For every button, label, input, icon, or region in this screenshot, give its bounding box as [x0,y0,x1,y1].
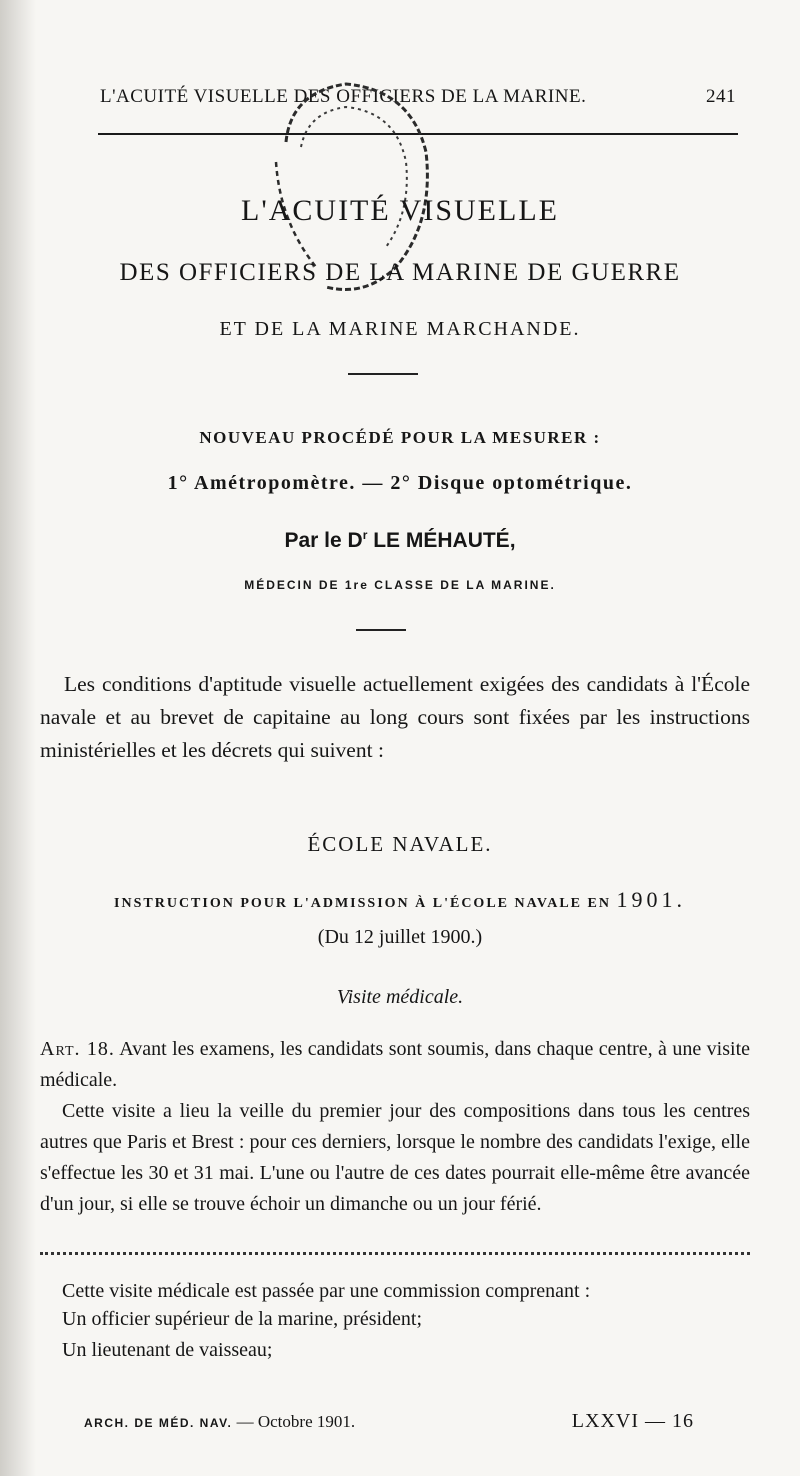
author-divider [356,629,406,631]
footer-signature: LXXVI — 16 [571,1410,694,1432]
subtitle-line-2: 1° Amétropomètre. — 2° Disque optométrique. [167,472,633,494]
intro-paragraph: Les conditions d'aptitude visuelle actuellement exigées des candidats à l'École navale et au brevet de capitaine au long cours sont fixées par les instructions ministérielles et les décrets qui suivent : [40,672,750,762]
article-18-paragraph [40,1034,750,1096]
visit-schedule-paragraph: Cette visite a lieu la veille du premier jour des compositions dans tous les centres autres que Paris et Brest : pour ces derniers, lorsque le nombre des candidats l'exige, elle s'effectue les 30 et 31 mai. L'une ou l'autre de ces dates pourrait elle-même être avancée d'un jour, si elle se trouve échoir un dimanche ou un jour férié. [40,1100,750,1215]
instruction-date: (Du 12 juillet 1900.) [317,926,483,948]
title-line-2: DES OFFICIERS DE LA MARINE DE GUERRE [119,259,681,286]
page-edge-shadow [0,0,36,1476]
author-prefix: Par le D [284,529,363,552]
visit-heading: Visite médicale. [336,986,464,1008]
page-number: 241 [706,86,736,107]
title-line-3: ET DE LA MARINE MARCHANDE. [219,318,581,340]
footer-citation [84,1412,355,1432]
author-line [40,528,760,553]
article-label: Art. 18. [40,1038,115,1060]
title-divider [348,373,418,375]
commission-member-2: Un lieutenant de vaisseau; [62,1339,273,1361]
commission-paragraph: Cette visite médicale est passée par une commission comprenant : [62,1280,591,1302]
instruction-text: INSTRUCTION POUR L'ADMISSION À L'ÉCOLE NAVALE EN [114,896,611,911]
author-name: LE MÉHAUTÉ, [367,529,516,552]
author-rank: MÉDECIN DE 1re CLASSE DE LA MARINE. [244,578,556,592]
page-footer [84,1410,694,1433]
section-heading-ecole-navale: ÉCOLE NAVALE. [307,832,493,856]
running-title: L'ACUITÉ VISUELLE DES OFFICIERS DE LA MARINE. [100,86,587,107]
title-line-1: L'ACUITÉ VISUELLE [241,194,559,227]
ellipsis-dotted-line [40,1252,750,1255]
instruction-year: 1901. [616,887,686,912]
instruction-heading [40,887,760,913]
footer-date: — Octobre 1901. [236,1412,356,1431]
author-title-sup: r [362,528,368,542]
article-text: Avant les examens, les candidats sont soumis, dans chaque centre, à une visite médicale. [40,1038,751,1091]
subtitle-line-1: NOUVEAU PROCÉDÉ POUR LA MESURER : [199,428,601,447]
footer-journal: ARCH. DE MÉD. NAV. [84,1416,233,1430]
commission-member-1: Un officier supérieur de la marine, président; [62,1308,423,1330]
